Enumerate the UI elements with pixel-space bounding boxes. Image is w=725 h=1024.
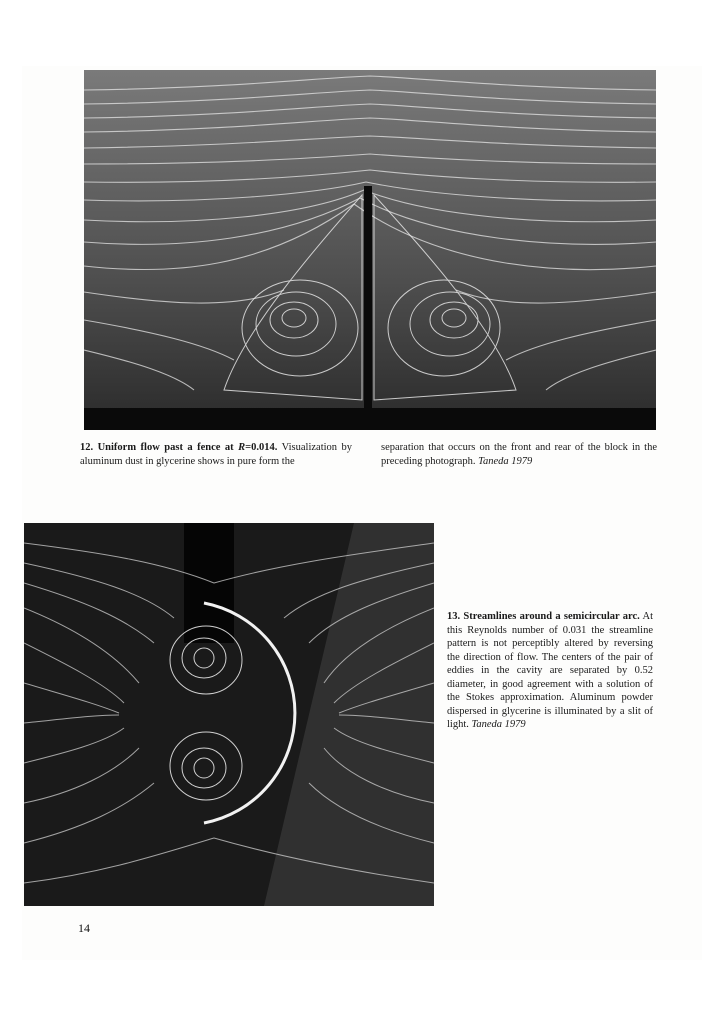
fence-plate bbox=[364, 186, 372, 416]
figure-12-number: 12. bbox=[80, 442, 94, 453]
figure-13-title: Streamlines around a semicircular arc. bbox=[463, 611, 640, 622]
figure-12-text-right: separation that occurs on the front and rear of the block in the preceding photograph. bbox=[381, 442, 657, 467]
floor-wall bbox=[84, 408, 656, 430]
figure-12-reynolds-value: =0.014. bbox=[245, 442, 278, 453]
semicircular-arc-image bbox=[24, 523, 434, 906]
page-number: 14 bbox=[78, 921, 90, 935]
figure-13-caption bbox=[447, 610, 653, 732]
figure-13-number: 13. bbox=[447, 611, 461, 622]
figure-12-credit: Taneda 1979 bbox=[478, 455, 533, 467]
figure-12-caption-left bbox=[80, 441, 352, 468]
figure-12-title: Uniform flow past a fence at bbox=[97, 442, 234, 453]
semicircular-arc-photo bbox=[24, 523, 434, 906]
figure-12-text-left: Visualization by aluminum dust in glycerine shows in pure form the bbox=[80, 442, 352, 467]
fence-flow-photo bbox=[84, 70, 656, 430]
fence-flow-image bbox=[84, 70, 656, 430]
figure-13-credit: Taneda 1979 bbox=[471, 719, 526, 730]
figure-12-caption-right bbox=[381, 441, 657, 468]
figure-13-text: At this Reynolds number of 0.031 the streamline pattern is not perceptibly altered by reversing the direction of flow. The centers of the pair of eddies in the cavity are separated by 0.52 diameter, in good agreement with a solution of the Stokes approximation. Aluminum powder dispersed in glycerine is illuminated by a slit of light. bbox=[447, 611, 654, 730]
figure-12-math-symbol: R bbox=[238, 442, 246, 453]
